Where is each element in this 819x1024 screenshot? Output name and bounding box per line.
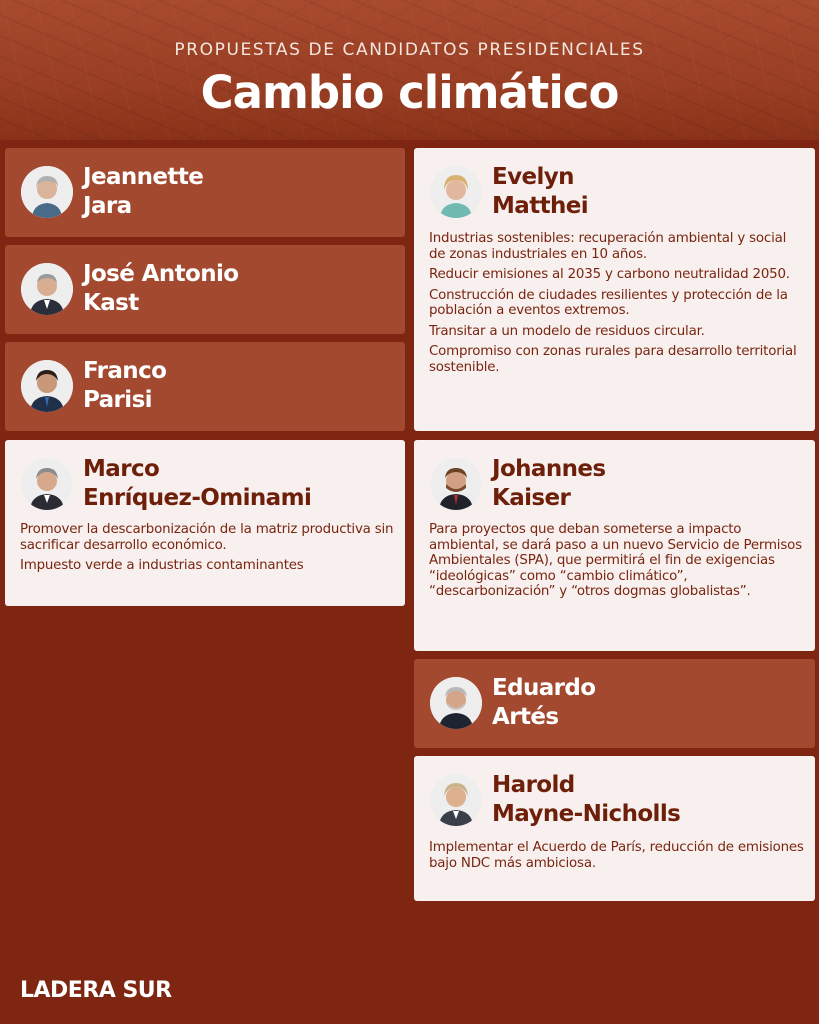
candidate-photo-meo-icon bbox=[21, 458, 73, 510]
candidate-card-matthei[interactable] bbox=[414, 148, 815, 431]
candidate-card-mayne[interactable] bbox=[414, 756, 815, 901]
header-kicker: PROPUESTAS DE CANDIDATOS PRESIDENCIALES bbox=[174, 40, 645, 60]
candidate-card-artes[interactable] bbox=[414, 659, 815, 748]
candidate-card-parisi[interactable] bbox=[5, 342, 405, 431]
proposal-list bbox=[429, 522, 805, 605]
proposal-item: Construcción de ciudades resilientes y protección de la población a eventos extremos. bbox=[429, 287, 788, 318]
candidate-photo-artes-icon bbox=[430, 677, 482, 729]
candidate-name-mayne: Harold Mayne-Nicholls bbox=[492, 772, 681, 827]
candidate-name-jara: Jeannette Jara bbox=[83, 164, 204, 219]
proposal-item: Promover la descarbonización de la matriz productiva sin sacrificar desarrollo económico. bbox=[20, 522, 394, 553]
candidate-name-matthei: Evelyn Matthei bbox=[492, 164, 589, 219]
header-banner bbox=[0, 0, 819, 140]
candidate-card-jara[interactable] bbox=[5, 148, 405, 237]
proposal-item: Transitar a un modelo de residuos circular. bbox=[429, 323, 705, 339]
candidate-card-kast[interactable] bbox=[5, 245, 405, 334]
candidate-photo-parisi-icon bbox=[21, 360, 73, 412]
proposal-item: Industrias sostenibles: recuperación ambiental y social de zonas industriales en 10 años. bbox=[429, 231, 787, 262]
candidate-photo-kast-icon bbox=[21, 263, 73, 315]
proposal-item: Compromiso con zonas rurales para desarrollo territorial sostenible. bbox=[429, 344, 797, 375]
candidate-name-kast: José Antonio Kast bbox=[83, 261, 239, 316]
proposal-item: Impuesto verde a industrias contaminantes bbox=[20, 558, 304, 573]
proposal-list bbox=[429, 840, 805, 876]
candidate-name-parisi: Franco Parisi bbox=[83, 358, 167, 413]
candidate-name-kaiser: Johannes Kaiser bbox=[492, 456, 606, 511]
candidate-name-artes: Eduardo Artés bbox=[492, 675, 596, 730]
candidate-photo-kaiser-icon bbox=[430, 458, 482, 510]
proposal-list bbox=[20, 522, 395, 579]
candidate-card-kaiser[interactable] bbox=[414, 440, 815, 651]
candidate-photo-jara-icon bbox=[21, 166, 73, 218]
candidate-name-meo: Marco Enríquez-Ominami bbox=[83, 456, 312, 511]
proposal-item: Implementar el Acuerdo de París, reducción de emisiones bajo NDC más ambiciosa. bbox=[429, 840, 804, 871]
page-title: Cambio climático bbox=[200, 66, 619, 119]
proposal-list bbox=[429, 231, 805, 380]
candidate-photo-mayne-icon bbox=[430, 774, 482, 826]
candidate-card-meo[interactable] bbox=[5, 440, 405, 606]
proposal-item: Reducir emisiones al 2035 y carbono neutralidad 2050. bbox=[429, 267, 790, 282]
candidate-photo-matthei-icon bbox=[430, 166, 482, 218]
ladera-sur-logo: LADERA SUR bbox=[20, 978, 172, 1003]
proposal-item: Para proyectos que deban someterse a impacto ambiental, se dará paso a un nuevo Servicio de Permisos Ambientales (SPA), que permitirá el fin de exigencias “ideológicas” como “cambio climático”, “descarbonización” y “otros dogmas globalistas”. bbox=[429, 522, 802, 599]
